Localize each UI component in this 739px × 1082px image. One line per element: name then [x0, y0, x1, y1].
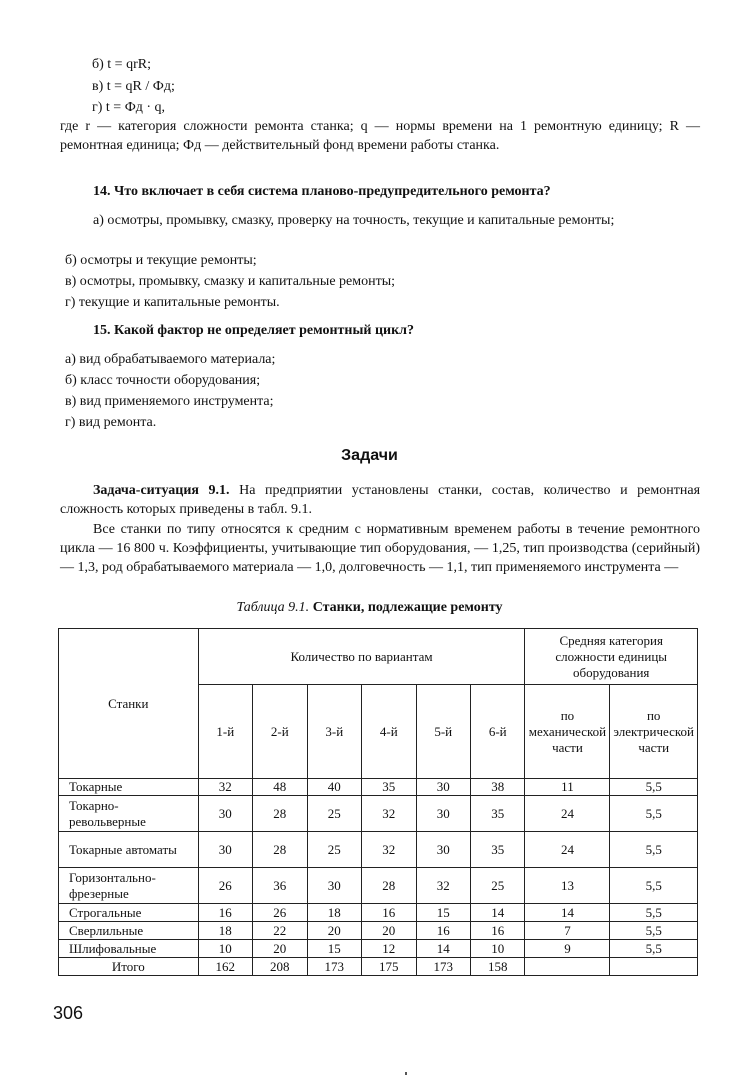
total-label: Итого	[59, 958, 199, 976]
cell: 20	[253, 940, 307, 958]
table-total-row	[59, 958, 698, 976]
task-text-1: На предприятии установлены станки, состав, количество и ремонтная сложность которых приведены в табл. 9.1.	[60, 483, 701, 517]
cell: 30	[416, 832, 470, 868]
question-14-option-v: в) осмотры, промывку, смазку и капитальные ремонты;	[65, 274, 396, 289]
cell-mech: 24	[525, 796, 610, 832]
cell: 30	[198, 796, 252, 832]
header-variant-5: 5-й	[416, 685, 470, 779]
cell-elec: 5,5	[610, 868, 698, 904]
table-row	[59, 779, 698, 796]
total-cell: 162	[198, 958, 252, 976]
total-empty-mech	[525, 958, 610, 976]
cell: 16	[198, 904, 252, 922]
cell: 35	[362, 779, 416, 796]
table-caption	[0, 600, 739, 616]
table-row	[59, 868, 698, 904]
question-15-option-g: г) вид ремонта.	[65, 415, 157, 430]
cell: 32	[362, 832, 416, 868]
cell: 25	[307, 796, 361, 832]
question-14-title: 14. Что включает в себя система планово-предупредительного ремонта?	[93, 184, 551, 199]
row-name: Горизонтально-фрезерные	[59, 868, 199, 904]
formula-v: в) t = qR / Фд;	[92, 79, 175, 94]
cell: 28	[362, 868, 416, 904]
total-cell: 173	[416, 958, 470, 976]
table-row	[59, 904, 698, 922]
cell: 28	[253, 796, 307, 832]
header-mech: по механической части	[525, 685, 610, 779]
cell: 18	[198, 922, 252, 940]
cell: 20	[362, 922, 416, 940]
header-variant-1: 1-й	[198, 685, 252, 779]
question-14-option-a: а) осмотры, промывку, смазку, проверку на точность, текущие и капитальные ремонты;	[93, 213, 615, 228]
cell: 35	[470, 796, 524, 832]
cell: 20	[307, 922, 361, 940]
cell-mech: 13	[525, 868, 610, 904]
total-cell: 158	[470, 958, 524, 976]
row-name: Токарные	[59, 779, 199, 796]
header-variant-4: 4-й	[362, 685, 416, 779]
cell: 30	[416, 779, 470, 796]
cell: 18	[307, 904, 361, 922]
header-elec: по электрической части	[610, 685, 698, 779]
question-15-title: 15. Какой фактор не определяет ремонтный цикл?	[93, 323, 415, 338]
cell: 40	[307, 779, 361, 796]
cell: 14	[470, 904, 524, 922]
cell: 10	[470, 940, 524, 958]
table-row	[59, 922, 698, 940]
table-row	[59, 940, 698, 958]
cell-elec: 5,5	[610, 922, 698, 940]
cell: 16	[416, 922, 470, 940]
cell-elec: 5,5	[610, 796, 698, 832]
row-name: Строгальные	[59, 904, 199, 922]
page-number: 306	[53, 1003, 84, 1023]
question-15-option-a: а) вид обрабатываемого материала;	[65, 352, 276, 367]
cell-elec: 5,5	[610, 779, 698, 796]
total-cell: 175	[362, 958, 416, 976]
cell: 26	[253, 904, 307, 922]
cell-mech: 9	[525, 940, 610, 958]
cell: 15	[416, 904, 470, 922]
cell: 32	[198, 779, 252, 796]
cell-elec: 5,5	[610, 904, 698, 922]
header-variant-2: 2-й	[253, 685, 307, 779]
task-paragraph-1	[60, 481, 700, 519]
cell: 32	[416, 868, 470, 904]
cell-mech: 11	[525, 779, 610, 796]
table-caption-title: Станки, подлежащие ремонту	[309, 600, 503, 615]
cell: 30	[307, 868, 361, 904]
cell: 30	[416, 796, 470, 832]
cell-elec: 5,5	[610, 940, 698, 958]
cell-elec: 5,5	[610, 832, 698, 868]
cell-mech: 24	[525, 832, 610, 868]
cell: 15	[307, 940, 361, 958]
task-label: Задача-ситуация 9.1.	[93, 483, 230, 498]
cell: 16	[470, 922, 524, 940]
total-empty-elec	[610, 958, 698, 976]
cell: 25	[470, 868, 524, 904]
cell: 26	[198, 868, 252, 904]
header-variant-3: 3-й	[307, 685, 361, 779]
header-variant-6: 6-й	[470, 685, 524, 779]
header-machines: Станки	[59, 629, 199, 779]
cell-mech: 14	[525, 904, 610, 922]
cell: 30	[198, 832, 252, 868]
formula-b: б) t = qrR;	[92, 57, 151, 72]
machines-table	[58, 628, 698, 976]
section-title: Задачи	[341, 447, 398, 464]
question-15-option-v: в) вид применяемого инструмента;	[65, 394, 274, 409]
cell: 16	[362, 904, 416, 922]
cell: 36	[253, 868, 307, 904]
where-paragraph: где r — категория сложности ремонта станка; q — нормы времени на 1 ремонтную единицу; R — ремонтная единица; Фд — действительный фонд времени работы станка.	[60, 119, 700, 153]
task-paragraph-2: Все станки по типу относятся к средним с нормативным временем работы в течение ремонтного цикла — 16 800 ч. Коэффициенты, учитывающие тип оборудования, — 1,25, тип производства (серийный) — 1,3, род обрабатываемого материала — 1,0, долговечность — 1,1, тип применяемого инструмента —	[60, 522, 700, 575]
question-14-option-g: г) текущие и капитальные ремонты.	[65, 295, 280, 310]
formula-g: г) t = Фд · q,	[92, 100, 166, 115]
cell: 38	[470, 779, 524, 796]
header-variants: Количество по вариантам	[198, 629, 525, 685]
row-name: Шлифовальные	[59, 940, 199, 958]
cell: 22	[253, 922, 307, 940]
cell: 48	[253, 779, 307, 796]
row-name: Токарно-револьверные	[59, 796, 199, 832]
cell: 35	[470, 832, 524, 868]
cell: 25	[307, 832, 361, 868]
total-cell: 208	[253, 958, 307, 976]
cell: 32	[362, 796, 416, 832]
table-caption-number: Таблица 9.1.	[236, 600, 310, 615]
scan-speck	[405, 1072, 407, 1075]
cell: 12	[362, 940, 416, 958]
row-name: Сверлильные	[59, 922, 199, 940]
cell: 14	[416, 940, 470, 958]
cell-mech: 7	[525, 922, 610, 940]
cell: 28	[253, 832, 307, 868]
table-row	[59, 796, 698, 832]
question-14-option-b: б) осмотры и текущие ремонты;	[65, 253, 257, 268]
header-complexity: Средняя категория сложности единицы оборудования	[525, 629, 698, 685]
table-row	[59, 832, 698, 868]
row-name: Токарные автоматы	[59, 832, 199, 868]
total-cell: 173	[307, 958, 361, 976]
cell: 10	[198, 940, 252, 958]
question-15-option-b: б) класс точности оборудования;	[65, 373, 261, 388]
